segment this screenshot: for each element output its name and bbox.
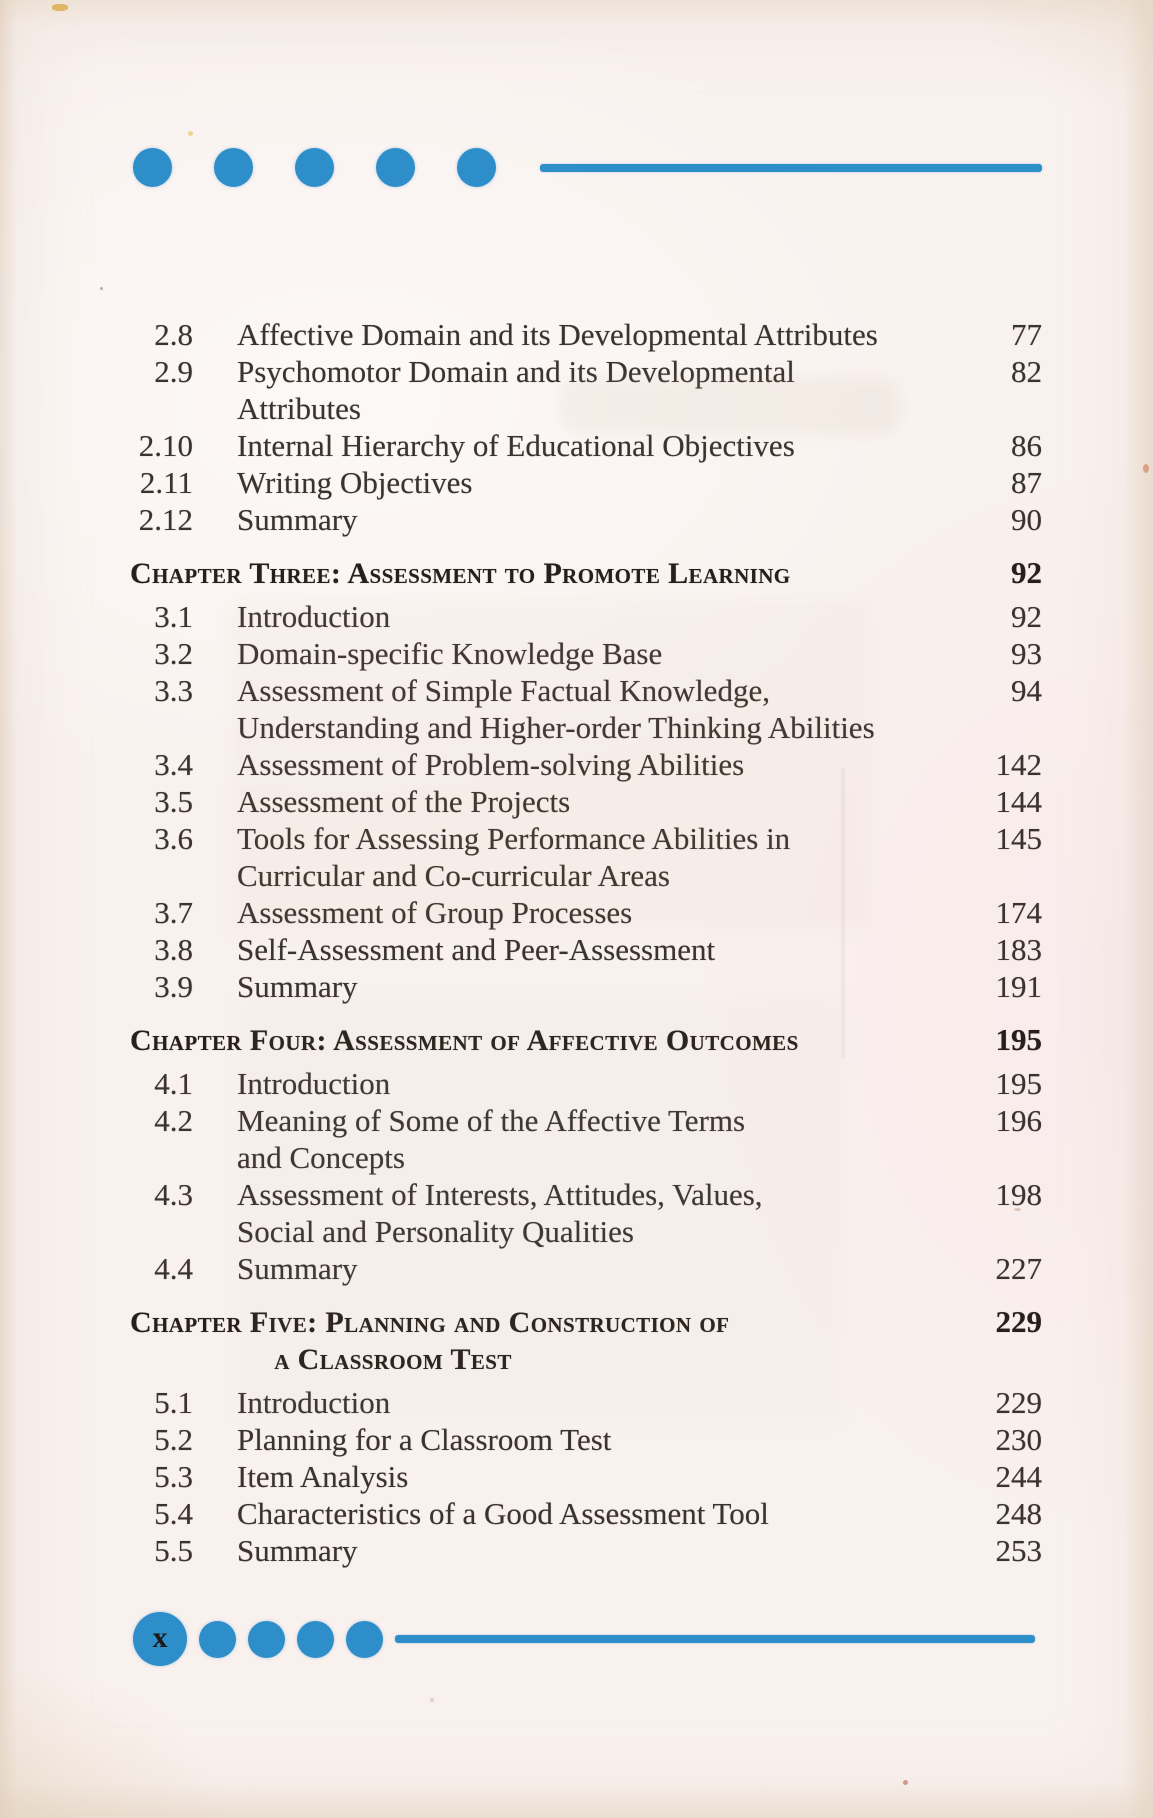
- entry-page-number: 92: [1011, 599, 1042, 634]
- entry-title-line1: Introduction: [237, 1066, 391, 1101]
- bullet-dot-icon: [346, 1621, 383, 1658]
- chapter-title: [120, 1303, 962, 1378]
- entry-title: [193, 1458, 962, 1495]
- toc-entry: [120, 1495, 1042, 1532]
- entry-title-line1: Characteristics of a Good Assessment Tool: [237, 1496, 769, 1531]
- entry-number: 3.2: [154, 636, 193, 671]
- toc-entry: [120, 1065, 1042, 1102]
- chapter-title-line1: Chapter Five: Planning and Construction of: [130, 1306, 730, 1339]
- toc-entry: [120, 894, 1042, 931]
- entry-number: 3.5: [154, 784, 193, 819]
- entry-title: [193, 968, 962, 1005]
- toc-entry: [120, 1421, 1042, 1458]
- chapter-title-line1: Chapter Four: Assessment of Affective Outcomes: [130, 1024, 799, 1057]
- entry-page-number: 195: [995, 1066, 1042, 1101]
- entry-page-number: 248: [995, 1496, 1042, 1531]
- entry-title: [193, 1495, 962, 1532]
- scan-speck: [188, 131, 193, 136]
- entry-title: [193, 501, 962, 538]
- entry-number: 2.11: [139, 465, 193, 500]
- toc-entry: [120, 783, 1042, 820]
- entry-number: 2.12: [138, 502, 193, 537]
- chapter-page-number: 92: [1011, 555, 1042, 590]
- entry-title: [193, 1065, 962, 1102]
- toc-entry: [120, 353, 1042, 427]
- page-footer: [133, 1612, 1035, 1666]
- page-number-badge: [133, 1612, 187, 1666]
- entry-title: [193, 1176, 962, 1250]
- entry-page-number: 87: [1011, 465, 1042, 500]
- entry-title: [193, 1532, 962, 1569]
- entry-title: [193, 464, 962, 501]
- bullet-dot-icon: [199, 1621, 236, 1658]
- entry-title-line1: Meaning of Some of the Affective Terms: [237, 1103, 746, 1138]
- toc-entry: [120, 1176, 1042, 1250]
- toc-entry: [120, 598, 1042, 635]
- entry-number: 5.5: [154, 1533, 193, 1568]
- entry-title: [193, 316, 962, 353]
- bullet-dot-icon: [248, 1621, 285, 1658]
- entry-page-number: 144: [995, 784, 1042, 819]
- entry-title-line1: Summary: [237, 1533, 358, 1568]
- entry-title: [193, 820, 962, 894]
- page-number: x: [152, 1621, 168, 1654]
- entry-title-line1: Self-Assessment and Peer-Assessment: [237, 932, 716, 967]
- entry-title-line1: Planning for a Classroom Test: [237, 1422, 612, 1457]
- chapter-title: [120, 1021, 962, 1059]
- entry-number: 4.1: [154, 1066, 193, 1101]
- entry-number: 3.9: [154, 969, 193, 1004]
- chapter-page-number: 195: [995, 1022, 1042, 1057]
- toc-entry: [120, 820, 1042, 894]
- entry-number: 4.4: [154, 1251, 193, 1286]
- scan-speck: [52, 4, 68, 11]
- entry-page-number: 253: [995, 1533, 1042, 1568]
- bullet-dot-icon: [214, 148, 253, 187]
- bullet-dot-icon: [295, 148, 334, 187]
- bullet-dot-icon: [297, 1621, 334, 1658]
- table-of-contents: [120, 316, 1042, 1569]
- entry-page-number: 94: [1011, 673, 1042, 708]
- toc-entry: [120, 672, 1042, 746]
- toc-entry: [120, 1458, 1042, 1495]
- chapter-title-line1: Chapter Three: Assessment to Promote Learning: [130, 557, 791, 590]
- scan-speck: [903, 1780, 908, 1785]
- entry-title-line1: Internal Hierarchy of Educational Objectives: [237, 428, 795, 463]
- entry-title-line2: Curricular and Co-curricular Areas: [237, 858, 670, 893]
- entry-title: [193, 427, 962, 464]
- toc-entry: [120, 746, 1042, 783]
- entry-title-line1: Domain-specific Knowledge Base: [237, 636, 663, 671]
- divider-rule: [395, 1635, 1035, 1643]
- entry-page-number: 227: [995, 1251, 1042, 1286]
- entry-title: [193, 783, 962, 820]
- toc-entry: [120, 464, 1042, 501]
- entry-number: 5.3: [154, 1459, 193, 1494]
- entry-title-line2: Understanding and Higher-order Thinking Abilities: [237, 710, 875, 745]
- scan-speck: [100, 287, 103, 290]
- chapter-heading-row: [120, 554, 1042, 592]
- entry-title-line2: Social and Personality Qualities: [237, 1214, 634, 1249]
- entry-page-number: 196: [995, 1103, 1042, 1138]
- chapter-heading-row: [120, 1021, 1042, 1059]
- entry-page-number: 198: [995, 1177, 1042, 1212]
- entry-title-line1: Summary: [237, 1251, 358, 1286]
- entry-title-line1: Assessment of Problem-solving Abilities: [237, 747, 745, 782]
- entry-number: 3.4: [154, 747, 193, 782]
- entry-number: 4.2: [154, 1103, 193, 1138]
- toc-entry: [120, 635, 1042, 672]
- entry-title: [193, 598, 962, 635]
- top-ornament: [133, 148, 1042, 187]
- entry-page-number: 90: [1011, 502, 1042, 537]
- entry-title: [193, 1384, 962, 1421]
- entry-title-line1: Writing Objectives: [237, 465, 473, 500]
- toc-entry: [120, 968, 1042, 1005]
- entry-title-line1: Tools for Assessing Performance Abilities in: [237, 821, 791, 856]
- scan-speck: [430, 1698, 434, 1702]
- entry-title-line1: Assessment of Group Processes: [237, 895, 633, 930]
- bullet-dot-icon: [133, 148, 172, 187]
- entry-title-line1: Introduction: [237, 599, 391, 634]
- chapter-page-number: 229: [995, 1304, 1042, 1339]
- chapter-heading-row: [120, 1303, 1042, 1378]
- entry-number: 2.8: [154, 317, 193, 352]
- entry-title-line1: Assessment of the Projects: [237, 784, 571, 819]
- entry-page-number: 86: [1011, 428, 1042, 463]
- entry-page-number: 229: [995, 1385, 1042, 1420]
- toc-entry: [120, 1250, 1042, 1287]
- entry-number: 3.6: [154, 821, 193, 856]
- entry-number: 5.1: [154, 1385, 193, 1420]
- toc-entry: [120, 1384, 1042, 1421]
- entry-title-line1: Assessment of Simple Factual Knowledge,: [237, 673, 770, 708]
- entry-page-number: 142: [995, 747, 1042, 782]
- entry-title-line1: Assessment of Interests, Attitudes, Values,: [237, 1177, 763, 1212]
- entry-page-number: 244: [995, 1459, 1042, 1494]
- entry-page-number: 191: [995, 969, 1042, 1004]
- chapter-title: [120, 554, 962, 592]
- entry-number: 5.4: [154, 1496, 193, 1531]
- toc-entry: [120, 1532, 1042, 1569]
- toc-entry: [120, 1102, 1042, 1176]
- entry-page-number: 230: [995, 1422, 1042, 1457]
- entry-number: 3.7: [154, 895, 193, 930]
- scan-speck: [1143, 464, 1149, 473]
- entry-title-line1: Item Analysis: [237, 1459, 409, 1494]
- entry-title: [193, 746, 962, 783]
- entry-title: [193, 1102, 962, 1176]
- chapter-title-line2: a Classroom Test: [274, 1343, 512, 1376]
- entry-title-line2: and Concepts: [237, 1140, 405, 1175]
- entry-number: 2.9: [154, 354, 193, 389]
- entry-title-line1: Affective Domain and its Developmental Attributes: [237, 317, 878, 352]
- entry-title-line1: Psychomotor Domain and its Developmental: [237, 354, 795, 389]
- bullet-dot-icon: [376, 148, 415, 187]
- entry-title: [193, 1421, 962, 1458]
- entry-title: [193, 931, 962, 968]
- entry-title: [193, 894, 962, 931]
- entry-title-line1: Summary: [237, 969, 358, 1004]
- toc-entry: [120, 316, 1042, 353]
- entry-number: 3.3: [154, 673, 193, 708]
- entry-title: [193, 353, 962, 427]
- entry-number: 4.3: [154, 1177, 193, 1212]
- toc-entry: [120, 427, 1042, 464]
- entry-title-line2: Attributes: [237, 391, 361, 426]
- divider-rule: [540, 164, 1042, 172]
- entry-title: [193, 635, 962, 672]
- bullet-dot-icon: [457, 148, 496, 187]
- toc-entry: [120, 931, 1042, 968]
- entry-title-line1: Introduction: [237, 1385, 391, 1420]
- entry-page-number: 82: [1011, 354, 1042, 389]
- entry-page-number: 174: [995, 895, 1042, 930]
- entry-page-number: 145: [995, 821, 1042, 856]
- entry-number: 5.2: [154, 1422, 193, 1457]
- entry-title: [193, 1250, 962, 1287]
- entry-page-number: 77: [1011, 317, 1042, 352]
- entry-title: [193, 672, 962, 746]
- toc-entry: [120, 501, 1042, 538]
- entry-number: 2.10: [138, 428, 193, 463]
- entry-title-line1: Summary: [237, 502, 358, 537]
- entry-page-number: 183: [995, 932, 1042, 967]
- entry-page-number: 93: [1011, 636, 1042, 671]
- entry-number: 3.1: [154, 599, 193, 634]
- entry-number: 3.8: [154, 932, 193, 967]
